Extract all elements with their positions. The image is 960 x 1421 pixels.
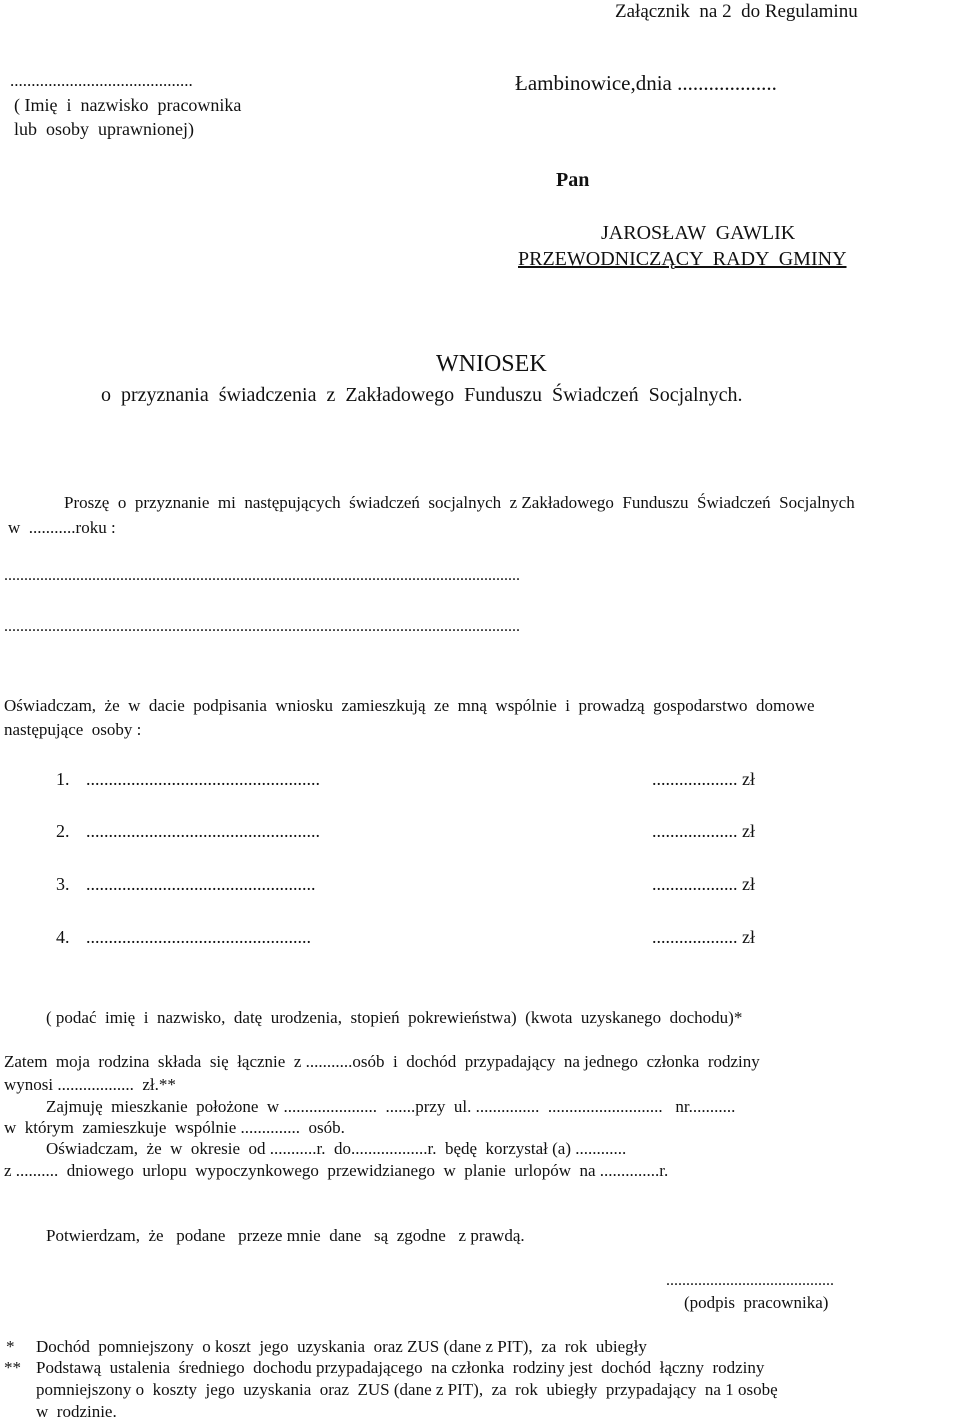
income-line1: Zatem moja rodzina składa się łącznie z ...........osób i dochód przypadający na jednego członka rodziny (4, 1052, 760, 1071)
person-details-dots: .................................................. (86, 927, 311, 947)
person-details-dots: .................................................... (86, 821, 320, 841)
footnote-text: w rodzinie. (36, 1402, 117, 1421)
addressee-name: JAROSŁAW GAWLIK (601, 222, 796, 244)
request-blank-line1: ................................................................................................................................. (4, 567, 520, 584)
vacation-leave-line: z .......... dniowego urlopu wypoczynkowego przewidzianego w planie urlopów na ..............r. (4, 1161, 669, 1180)
person-details-dots: .................................................... (86, 769, 320, 789)
addressee-title: PRZEWODNICZĄCY RADY GMINY (518, 248, 847, 270)
footnote-mark: * (6, 1337, 15, 1356)
salutation: Pan (556, 169, 590, 191)
name-label-line1: ( Imię i nazwisko pracownika (14, 95, 242, 115)
confirmation-statement: Potwierdzam, że podane przeze mnie dane są zgodne z prawdą. (46, 1226, 525, 1245)
person-income: ................... zł (652, 927, 755, 947)
document-title: WNIOSEK (436, 351, 547, 377)
vacation-period-line: Oświadczam, że w okresie od ...........r. do..................r. będę korzystał (a) ............ (46, 1139, 627, 1158)
signature-label: (podpis pracownika) (684, 1293, 829, 1312)
household-statement-line1: Oświadczam, że w dacie podpisania wniosku zamieszkują ze mną wspólnie i prowadzą gospodarstwo domowe (4, 696, 815, 715)
footnote-text: Dochód pomniejszony o koszt jego uzyskania oraz ZUS (dane z PIT), za rok ubiegły (36, 1337, 647, 1356)
footnote-text: Podstawą ustalenia średniego dochodu przypadającego na członka rodziny jest dochód łączny rodziny (36, 1358, 765, 1377)
request-blank-line2: ................................................................................................................................. (4, 618, 520, 635)
cohabitants-line: w którym zamieszkuje wspólnie .............. osób. (4, 1118, 345, 1137)
income-line2: wynosi .................. zł.** (4, 1075, 176, 1094)
footnote-mark: ** (4, 1358, 21, 1377)
person-number: 2. (56, 821, 70, 841)
person-income: ................... zł (652, 821, 755, 841)
name-dotted-line: ........................................... (10, 71, 193, 90)
request-line2: w ...........roku : (8, 518, 116, 537)
housing-line: Zajmuję mieszkanie położone w ...................... .......przy ul. ............... ........................... nr........... (46, 1097, 736, 1116)
person-number: 4. (56, 927, 70, 947)
request-line1: Proszę o przyznanie mi następujących świadczeń socjalnych z Zakładowego Funduszu Świadczeń Socjalnych (64, 493, 855, 512)
name-label-line2: lub osoby uprawnionej) (14, 119, 194, 139)
footnote-text: pomniejszony o koszty jego uzyskania oraz ZUS (dane z PIT), za rok ubiegły przypadający na 1 osobę (36, 1380, 778, 1399)
document-subtitle: o przyznania świadczenia z Zakładowego Funduszu Świadczeń Socjalnych. (101, 384, 743, 406)
person-income: ................... zł (652, 769, 755, 789)
household-statement-line2: następujące osoby : (4, 720, 142, 739)
person-number: 3. (56, 874, 70, 894)
person-income: ................... zł (652, 874, 755, 894)
signature-dotted-line: .......................................... (666, 1272, 834, 1289)
person-number: 1. (56, 769, 70, 789)
person-details-dots: ................................................... (86, 874, 316, 894)
place-date: Łambinowice,dnia ................... (515, 71, 777, 95)
household-caption: ( podać imię i nazwisko, datę urodzenia, stopień pokrewieństwa) (kwota uzyskanego dochodu)* (46, 1008, 743, 1027)
attachment-note: Załącznik na 2 do Regulaminu (615, 1, 858, 22)
